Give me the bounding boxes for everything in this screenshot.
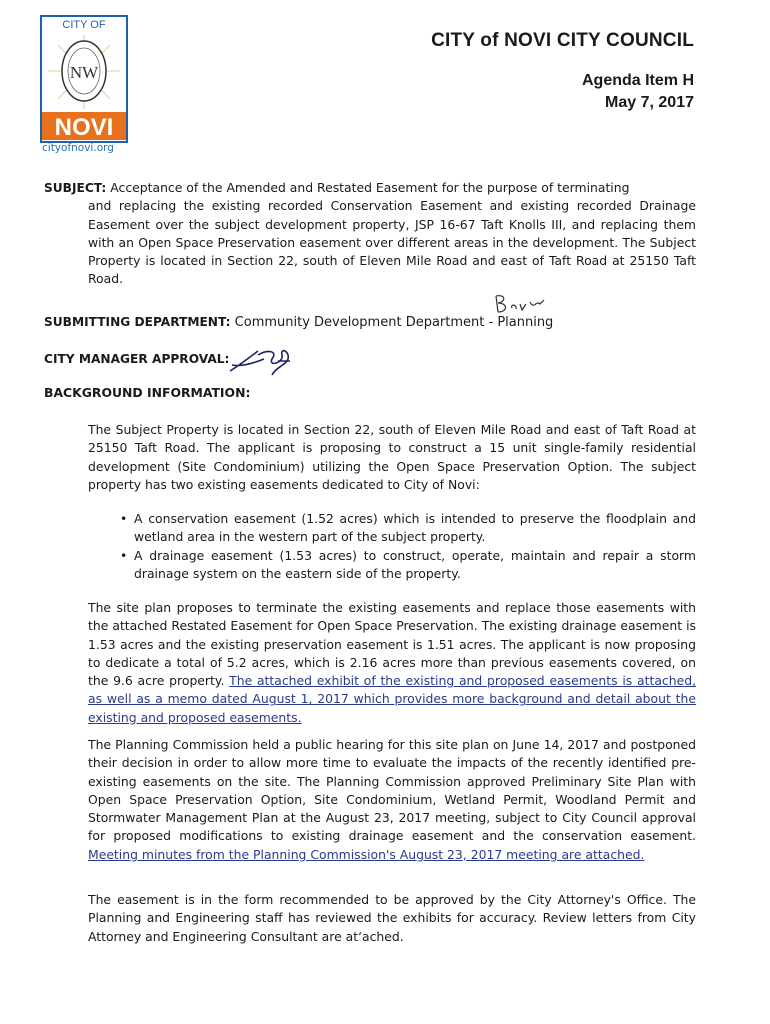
- list-item: • A drainage easement (1.53 acres) to construct, operate, maintain and repair a storm drainage system on the eastern side of the property.: [120, 547, 696, 584]
- subject-text: and replacing the existing recorded Conservation Easement and existing recorded Drainage Easement over the subject development property, JSP 16-67 Taft Knolls III, and replacing them with an Open Space Preservation easement over different areas in the development. The Subject Property is located in Section 22, south of Eleven Mile Road and east of Taft Road at 25150 Taft Road.: [88, 198, 696, 287]
- page-title: CITY of NOVI CITY COUNCIL: [431, 30, 694, 51]
- subject-section: [44, 179, 696, 289]
- logo-bottom-text: NOVI: [54, 114, 114, 141]
- submitting-label: SUBMITTING DEPARTMENT:: [44, 315, 231, 329]
- subject-label: SUBJECT:: [44, 181, 107, 195]
- agenda-date: May 7, 2017: [605, 94, 694, 111]
- initials-note: Barb: [490, 290, 493, 291]
- logo-top-text: CITY OF: [62, 19, 106, 31]
- agenda-item: Agenda Item H: [581, 72, 694, 89]
- city-manager-label: CITY MANAGER APPROVAL:: [44, 352, 230, 366]
- paragraph-3-text: The Planning Commission held a public hearing for this site plan on June 14, 2017 and postponed their decision in order to allow more time to evaluate the impacts of the recently identified pre-existing easements on the site. The Planning Commission approved Preliminary Site Plan with Open Space Preservation Option, Site Condominium, Wetland Permit, Woodland Permit and Stormwater Management Plan at the August 23, 2017 meeting, subject to City Council approval for proposed modifications to existing drainage easement and the conservation easement.: [88, 737, 696, 844]
- city-of-novi-logo: [40, 15, 128, 143]
- agenda-block: [582, 70, 694, 114]
- paragraph-2-text: The site plan proposes to terminate the existing easements and replace those easements with the attached Restated Easement for Open Space Preservation. The existing drainage easement is 1.53 acres and the existing preservation easement is 1.51 acres. The applicant is now proposing to dedicate a total of 5.2 acres, which is 2.16 acres more than previous easements covered, on the 9.6 acre property.: [88, 600, 696, 689]
- logo-monogram: NW: [69, 63, 99, 82]
- background-paragraph-4: The easement is in the form recommended to be approved by the City Attorney's Office. The Planning and Engineering staff has reviewed the exhibits for accuracy. Review letters from City Attorney and Engineering Consultant are at‘ached.: [88, 892, 696, 944]
- easement-list: [120, 510, 696, 583]
- background-paragraph-2: [88, 599, 696, 727]
- subject-first-line: Acceptance of the Amended and Restated Easement for the purpose of terminating: [110, 180, 630, 195]
- city-manager-signature: [228, 345, 300, 377]
- submitting-value: Community Development Department - Planning: [234, 315, 554, 330]
- logo-url: cityofnovi.org: [42, 142, 114, 154]
- background-heading: BACKGROUND INFORMATION:: [44, 385, 251, 400]
- exhibit-link[interactable]: The attached exhibit of the existing and proposed easements is attached, as well as a memo dated August 1, 2017 which provides more background and detail about the existing and proposed easements.: [88, 673, 697, 725]
- background-paragraph-3: [88, 736, 696, 864]
- submitting-department: [44, 313, 553, 332]
- city-manager-approval: [44, 350, 229, 369]
- list-item: • A conservation easement (1.52 acres) which is intended to preserve the floodplain and wetland area in the western part of the subject property.: [120, 510, 696, 547]
- meeting-minutes-link[interactable]: Meeting minutes from the Planning Commission's August 23, 2017 meeting are attached.: [88, 846, 645, 862]
- background-paragraph-1: The Subject Property is located in Section 22, south of Eleven Mile Road and east of Taft Road at 25150 Taft Road. The applicant is proposing to construct a 15 unit single-family residential development (Site Condominium) utilizing the Open Space Preservation Option. The subject property has two existing easements dedicated to City of Novi:: [88, 422, 696, 492]
